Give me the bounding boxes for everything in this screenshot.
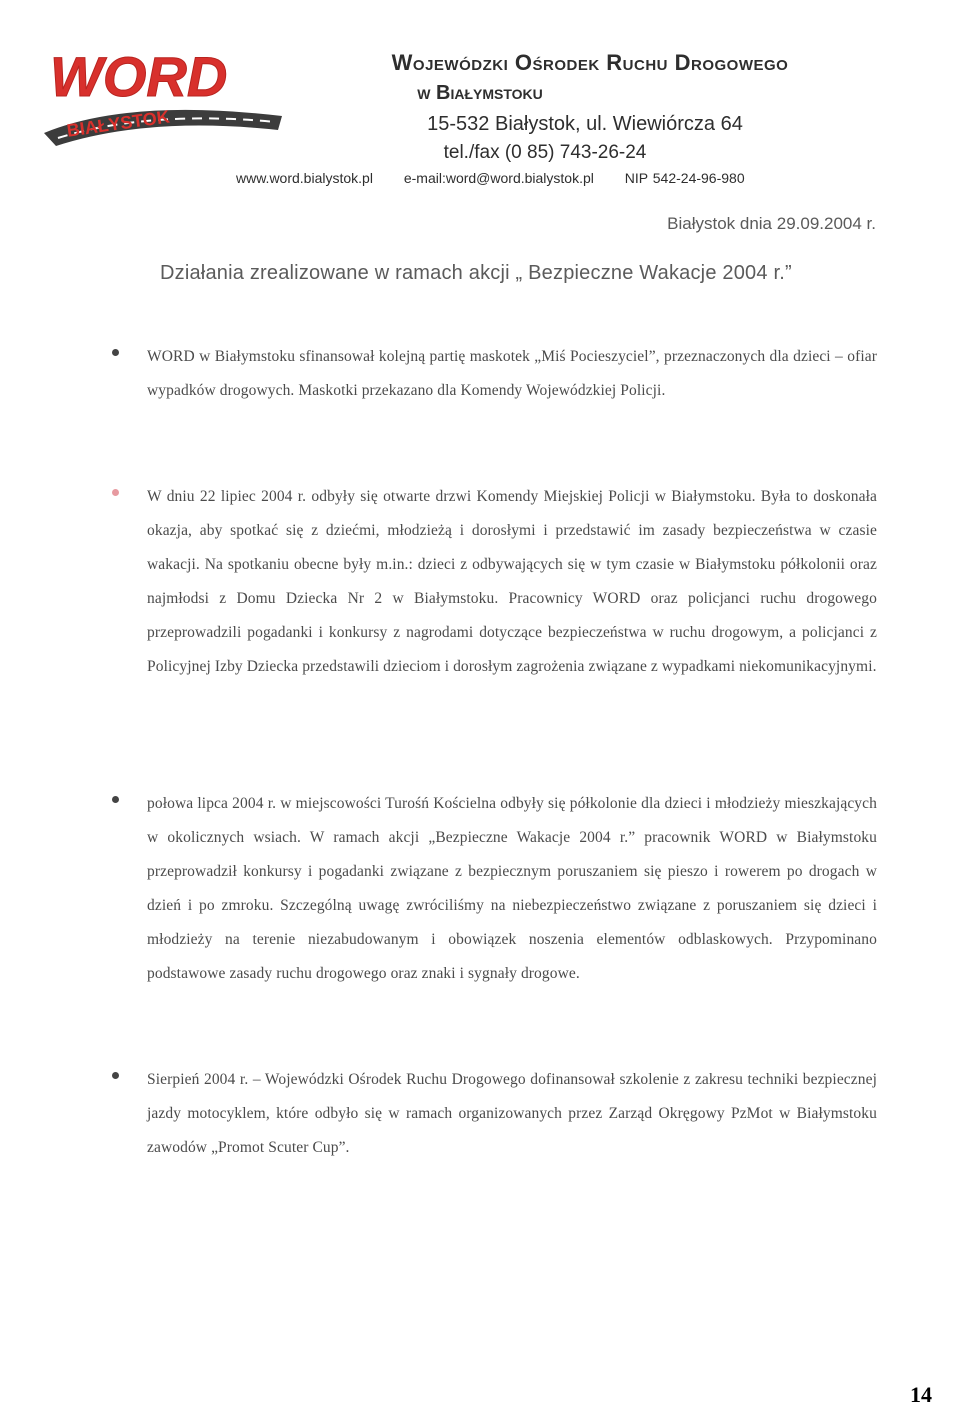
list-item [112, 787, 877, 991]
list-item-text: W dniu 22 lipiec 2004 r. odbyły się otwarte drzwi Komendy Miejskiej Policji w Białymstoku. Była to doskonała okazja, aby spotkać się z dziećmi, młodzieżą i dorosłymi i przedstawić im zasady bezpieczeństwa w czasie wakacji. Na spotkaniu obecne były m.in.: dzieci z odbywających się w tym czasie w Białymstoku półkolonii oraz najmłodsi z Domu Dziecka Nr 2 w Białymstoku. Pracownicy WORD oraz policjanci ruchu drogowego przeprowadzili pogadanki i konkursy z nagrodami dotyczące bezpieczeństwa w ruchu drogowym, a policjanci z Policyjnej Izby Dziecka przedstawili dzieciom i dorosłym zagrożenia związane z wypadkami niekomunikacyjnymi. [147, 488, 877, 675]
letterhead-contact-line [236, 170, 876, 186]
word-logo [38, 38, 288, 148]
letterhead-name-line1: Wojewódzki Ośrodek Ruchu Drogowego [391, 50, 789, 75]
list-item [112, 1063, 877, 1165]
bullet-icon [112, 1072, 119, 1079]
document-date: Białystok dnia 29.09.2004 r. [667, 214, 876, 233]
letterhead-address: 15-532 Białystok, ul. Wiewiórcza 64 [427, 113, 743, 135]
page-number: 14 [910, 1382, 932, 1407]
document-title: Działania zrealizowane w ramach akcji „ Bezpieczne Wakacje 2004 r.” [160, 262, 792, 284]
bullet-icon [112, 796, 119, 803]
list-item [112, 340, 877, 408]
nip-number: NIP 542-24-96-980 [624, 170, 745, 186]
list-item-text: WORD w Białymstoku sfinansował kolejną partię maskotek „Miś Pocieszyciel”, przeznaczonych dla dzieci – ofiar wypadków drogowych. Maskotki przekazano dla Komendy Wojewódzkiej Policji. [147, 348, 877, 399]
website-link[interactable]: www.word.bialystok.pl [236, 170, 373, 186]
letterhead-name-line2: w Białymstoku [417, 82, 543, 104]
logo-wordmark: WORD [50, 45, 228, 108]
list-item-text: połowa lipca 2004 r. w miejscowości Turośń Kościelna odbyły się półkolonie dla dzieci i młodzieży mieszkających w okolicznych wsiach. W ramach akcji „Bezpieczne Wakacje 2004 r.” pracownik WORD w Białymstoku przeprowadził konkursy i pogadanki związane z bezpiecznym poruszaniem się pieszo i rowerem po drogach w dzień i po zmroku. Szczególną uwagę zwróciliśmy na niebezpieczeństwo związane z poruszaniem się dzieci i młodzieży na terenie niezabudowanym i obowiązek noszenia elementów odblaskowych. Przypominano podstawowe zasady ruchu drogowego oraz znaki i sygnały drogowe. [147, 795, 877, 982]
list-item [112, 480, 877, 684]
word-logo-graphic [38, 38, 288, 148]
bullet-icon [112, 489, 119, 496]
letterhead-telfax: tel./fax (0 85) 743-26-24 [443, 142, 647, 163]
bullet-icon [112, 349, 119, 356]
list-item-text: Sierpień 2004 r. – Wojewódzki Ośrodek Ruchu Drogowego dofinansował szkolenie z zakresu techniki bezpiecznej jazdy motocyklem, które odbyło się w ramach organizowanych przez Zarząd Okręgowy PzMot w Białymstoku zawodów „Promot Scuter Cup”. [147, 1071, 877, 1156]
email-link[interactable]: e-mail:word@word.bialystok.pl [403, 170, 594, 186]
logo-city: BIAŁYSTOK [65, 106, 171, 141]
